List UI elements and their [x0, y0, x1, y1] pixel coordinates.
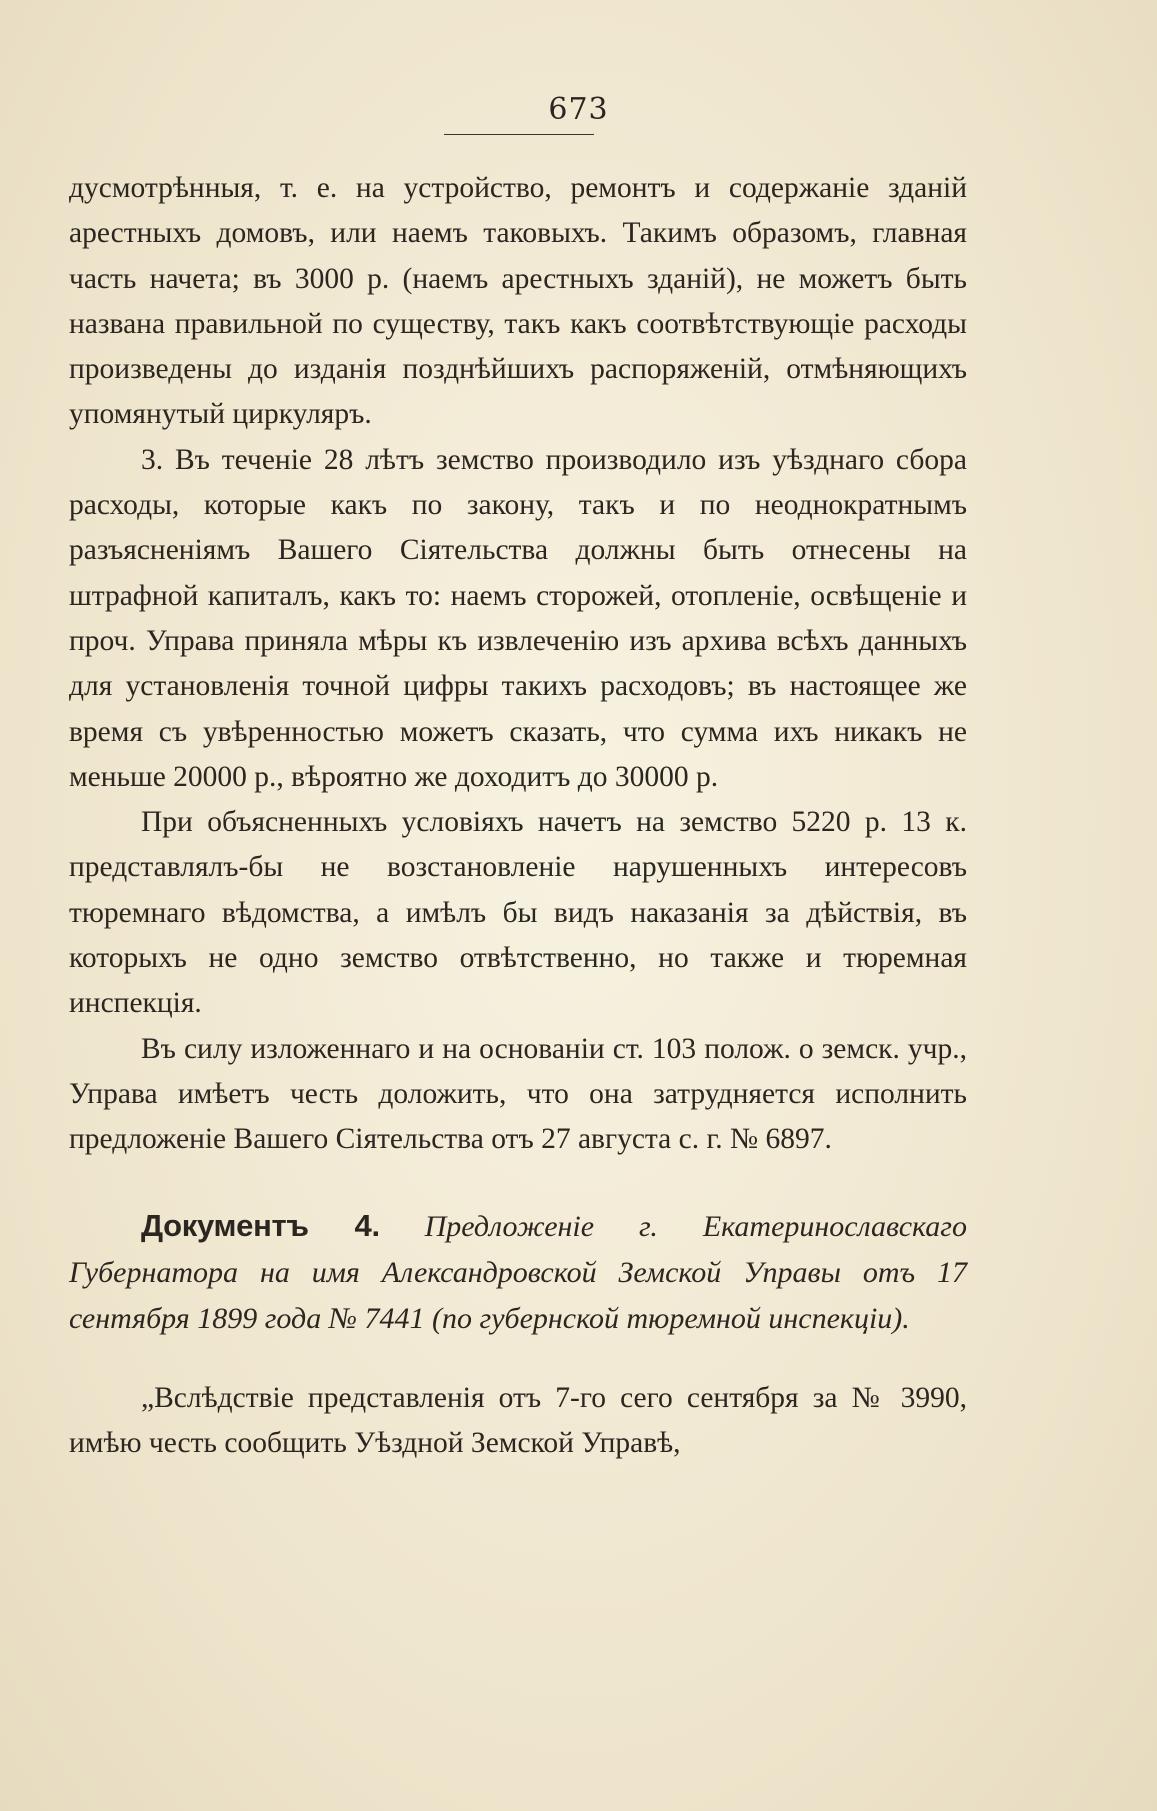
- paragraph-item-3: 3. Въ теченіе 28 лѣтъ земство производило изъ уѣзднаго сбора расходы, которые какъ по закону, такъ и по неоднократнымъ разъясненіямъ Вашего Сіятельства должны быть отнесены на штрафной капиталъ, какъ то: наемъ сторожей, отопленіе, освѣщеніе и проч. Управа приняла мѣры къ извлеченію изъ архива всѣхъ данныхъ для установленія точной цифры такихъ расходовъ; въ настоящее же время съ увѣренностью можетъ сказать, что сумма ихъ никакъ не меньше 20000 р., вѣроятно же доходитъ до 30000 р.: [69, 443, 967, 793]
- quoted-text: „Вслѣдствіе представленія отъ 7-го сего сентября за № 3990, имѣю честь сообщить Уѣздной Земской Управѣ,: [69, 1381, 967, 1459]
- paragraph-conclusion: Въ силу изложеннаго и на основаніи ст. 103 полож. о земск. учр., Управа имѣетъ честь доложить, что она затрудняется исполнить предложеніе Вашего Сіятельства отъ 27 августа с. г. № 6897.: [69, 1032, 967, 1156]
- document-heading: [69, 1203, 967, 1342]
- page-body: [69, 166, 967, 1466]
- document-description: Предложеніе г. Екатеринославскаго Губернатора на имя Александровской Земской Управы отъ 17 сентября 1899 года № 7441 (по губернской тюремной инспекціи).: [69, 1209, 967, 1335]
- page-number-rule: [444, 134, 594, 135]
- paragraph-conditions: При объясненныхъ условіяхъ начетъ на земство 5220 р. 13 к. представлялъ-бы не возстановленіе нарушенныхъ интересовъ тюремнаго вѣдомства, а имѣлъ бы видъ наказанія за дѣйствія, въ которыхъ не одно земство отвѣтственно, но также и тюремная инспекція.: [69, 806, 967, 1020]
- paragraph-continuation: дусмотрѣнныя, т. е. на устройство, ремонтъ и содержаніе зданій арестныхъ домовъ, или наемъ таковыхъ. Такимъ образомъ, главная часть начета; въ 3000 р. (наемъ арестныхъ зданій), не можетъ быть названа правильной по существу, такъ какъ соотвѣтствующіе расходы произведены до изданія позднѣйшихъ распоряженій, отмѣняющихъ упомянутый циркуляръ.: [69, 172, 967, 431]
- page-number: 673: [548, 92, 609, 127]
- document-title: Документъ 4.: [141, 1207, 380, 1243]
